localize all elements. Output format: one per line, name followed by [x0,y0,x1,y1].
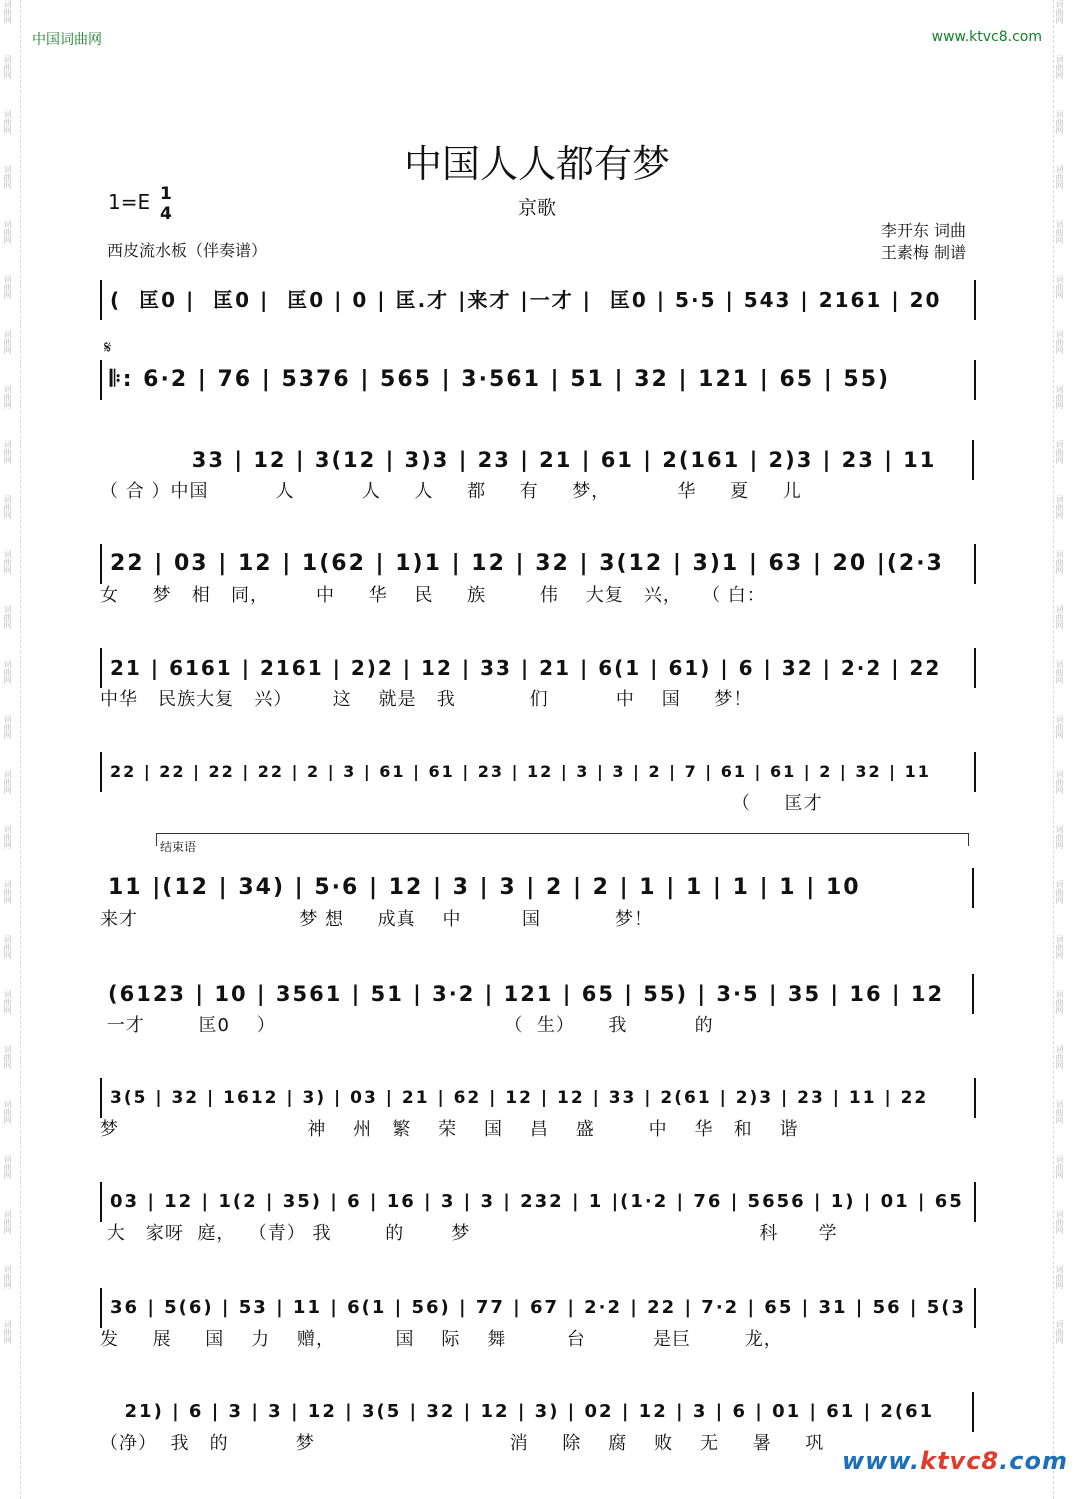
notation-row [100,752,976,792]
margin-mark: 词曲网 [3,1155,12,1179]
song-title: 中国人人都有梦 [403,142,670,186]
margin-mark: 词曲网 [3,495,12,519]
margin-mark: 词曲网 [1055,770,1064,794]
notation-line: 22 | 22 | 22 | 22 | 2 | 3 | 61 | 61 | 23 | 12 | 3 | 3 | 2 | 7 | 61 | 61 | 2 | 32 | 11 [110,762,931,781]
notation-row [100,974,974,1014]
notation-line: 𝄆: 6·2 | 76 | 5376 | 565 | 3·561 | 51 | 32 | 121 | 65 | 55) [110,367,891,392]
notation-row [100,440,974,480]
margin-mark: 词曲网 [3,550,12,574]
lyric-line: 来才 梦 想 成真 中 国 梦！ [100,909,653,930]
lyric-line: （ 合 ）中国 人 人 人 都 有 梦， 华 夏 儿 [100,481,802,502]
margin-mark: 词曲网 [1055,220,1064,244]
left-margin-watermark [2,0,21,1499]
margin-mark: 词曲网 [3,1100,12,1124]
time-numerator: 1 [160,184,172,204]
margin-mark: 词曲网 [1055,55,1064,79]
margin-mark: 词曲网 [1055,825,1064,849]
margin-mark: 词曲网 [1055,990,1064,1014]
margin-mark: 词曲网 [3,330,12,354]
notation-line: 21) | 6 | 3 | 3 | 12 | 3(5 | 32 | 12 | 3) | 02 | 12 | 3 | 6 | 01 | 61 | 2(61 [108,1401,935,1422]
lyric-line: 女 梦 相 同， 中 华 民 族 伟 大复 兴， （ 白： [100,585,766,606]
notation-row [100,648,976,688]
margin-mark: 词曲网 [1055,1045,1064,1069]
margin-mark: 词曲网 [1055,330,1064,354]
watermark-logo [842,1447,1068,1475]
notation-row [100,1288,976,1328]
margin-mark: 词曲网 [3,990,12,1014]
margin-mark: 词曲网 [1055,935,1064,959]
notation-line: 11 |(12 | 34) | 5·6 | 12 | 3 | 3 | 2 | 2 | 1 | 1 | 1 | 1 | 10 [108,875,861,900]
margin-mark: 词曲网 [3,1045,12,1069]
margin-mark: 词曲网 [1055,495,1064,519]
notation-row [100,868,974,908]
margin-mark: 词曲网 [3,275,12,299]
watermark-right: .com [999,1447,1068,1475]
song-genre: 京歌 [517,197,556,219]
notation-line: 36 | 5(6) | 53 | 11 | 6(1 | 56) | 77 | 67 | 2·2 | 22 | 7·2 | 65 | 31 | 56 | 5(3 [110,1297,967,1318]
lyric-line: 中华 民族大复 兴） 这 就是 我 们 中 国 梦！ [100,689,753,710]
margin-mark: 词曲网 [1055,1210,1064,1234]
site-url[interactable]: www.ktvc8.com [931,29,1042,45]
margin-mark: 词曲网 [1055,1320,1064,1344]
margin-mark: 词曲网 [3,1265,12,1289]
lyric-line: （净） 我 的 梦 消 除 腐 败 无 暑 巩 [100,1433,825,1454]
watermark-mid: ktvc8 [920,1447,1000,1475]
margin-mark: 词曲网 [3,165,12,189]
notation-line: ( 匡0 | 匡0 | 匡0 | 0 | 匡.才 |来才 |一才 | 匡0 | 5·5 | 543 | 2161 | 20 [110,288,942,312]
margin-mark: 词曲网 [1055,550,1064,574]
margin-mark: 词曲网 [1055,110,1064,134]
margin-mark: 词曲网 [1055,1100,1064,1124]
segno-sign: 𝄋 [104,338,112,358]
margin-mark: 词曲网 [1055,385,1064,409]
margin-mark: 词曲网 [1055,165,1064,189]
margin-mark: 词曲网 [3,605,12,629]
margin-mark: 词曲网 [1055,0,1064,24]
time-denominator: 4 [160,204,172,224]
ending-bracket-label: 结束语 [160,840,197,854]
margin-mark: 词曲网 [3,660,12,684]
lyric-line: （ 匡才 [100,793,823,814]
margin-mark: 词曲网 [3,825,12,849]
notation-line: (6123 | 10 | 3561 | 51 | 3·2 | 121 | 65 | 55) | 3·5 | 35 | 16 | 12 [108,982,945,1006]
margin-mark: 词曲网 [3,935,12,959]
tempo-style: 西皮流水板（伴奏谱） [107,241,268,260]
notation-row [100,544,976,584]
margin-mark: 词曲网 [3,385,12,409]
lyric-line: 梦 神 州 繁 荣 国 昌 盛 中 华 和 谐 [100,1119,799,1140]
site-name[interactable]: 中国词曲网 [32,32,102,48]
lyric-line: 发 展 国 力 赠， 国 际 舞 台 是巨 龙， [100,1329,783,1350]
margin-mark: 词曲网 [1055,605,1064,629]
ending-bracket [156,833,969,846]
notation-line: 33 | 12 | 3(12 | 3)3 | 23 | 21 | 61 | 2(161 | 2)3 | 23 | 11 [108,448,937,472]
margin-mark: 词曲网 [3,110,12,134]
notation-row [100,1078,976,1118]
notation-line: 22 | 03 | 12 | 1(62 | 1)1 | 12 | 32 | 3(12 | 3)1 | 63 | 20 |(2·3 [110,551,944,576]
key-signature: 1=E [108,190,151,214]
margin-mark: 词曲网 [3,880,12,904]
lyric-line: 一才 匡0 ） （ 生） 我 的 [100,1015,714,1036]
notation-row [100,280,976,320]
margin-mark: 词曲网 [3,1320,12,1344]
notation-line: 03 | 12 | 1(2 | 35) | 6 | 16 | 3 | 3 | 232 | 1 |(1·2 | 76 | 5656 | 1) | 01 | 65 [110,1191,964,1212]
watermark-left: www. [842,1447,921,1475]
notation-row [100,338,976,400]
notation-row [100,1392,974,1432]
margin-mark: 词曲网 [3,770,12,794]
margin-mark: 词曲网 [3,715,12,739]
right-margin-watermark [1053,0,1072,1499]
notation-line: 21 | 6161 | 2161 | 2)2 | 12 | 33 | 21 | 6(1 | 61) | 6 | 32 | 2·2 | 22 [110,656,942,680]
margin-mark: 词曲网 [1055,880,1064,904]
margin-mark: 词曲网 [1055,440,1064,464]
notation-line: 3(5 | 32 | 1612 | 3) | 03 | 21 | 62 | 12 | 12 | 33 | 2(61 | 2)3 | 23 | 11 | 22 [110,1088,929,1108]
time-signature [160,184,172,224]
margin-mark: 词曲网 [3,55,12,79]
margin-mark: 词曲网 [1055,715,1064,739]
arranger-credit: 王素梅 制谱 [880,243,966,262]
margin-mark: 词曲网 [1055,1155,1064,1179]
margin-mark: 词曲网 [1055,1265,1064,1289]
lyric-line: 大 家呀 庭， （青） 我 的 梦 科 学 [100,1223,838,1244]
margin-mark: 词曲网 [3,220,12,244]
margin-mark: 词曲网 [1055,660,1064,684]
margin-mark: 词曲网 [3,440,12,464]
lyricist-credit: 李开东 词曲 [880,221,966,240]
margin-mark: 词曲网 [3,1210,12,1234]
notation-row [100,1182,976,1222]
margin-mark: 词曲网 [3,0,12,24]
margin-mark: 词曲网 [1055,275,1064,299]
